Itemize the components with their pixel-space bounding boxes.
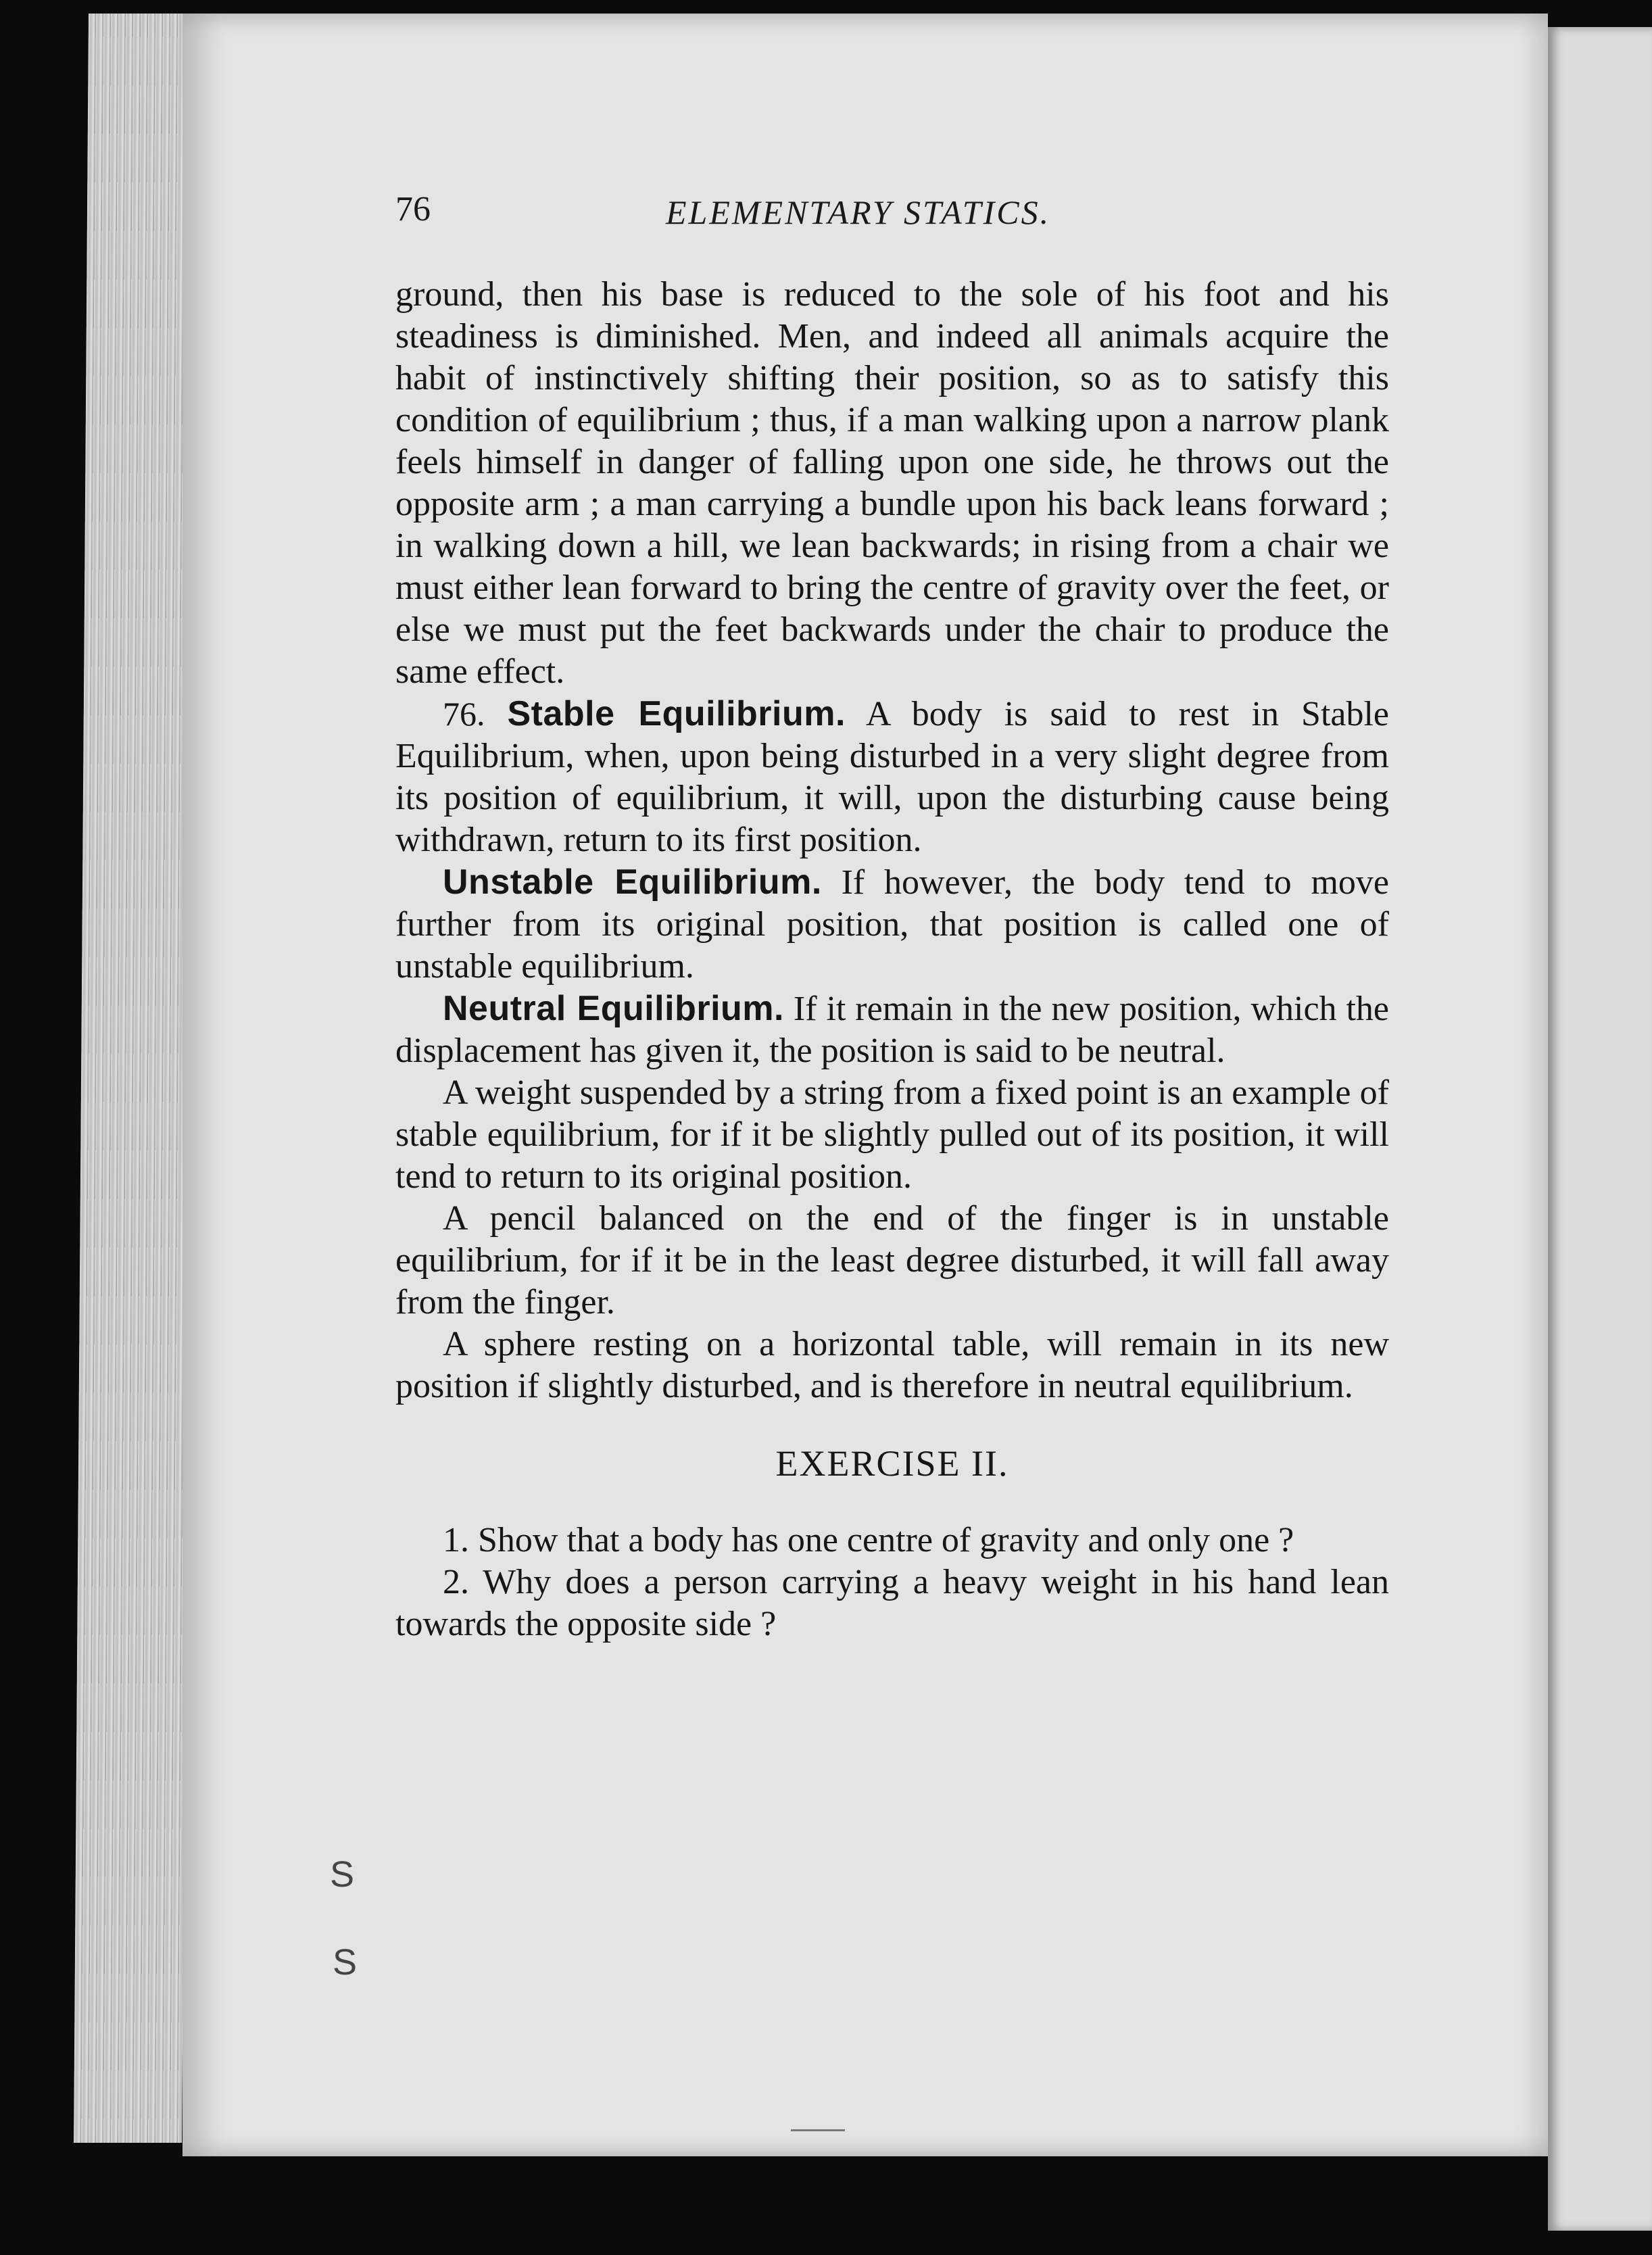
exercise-question — [395, 1520, 1389, 1561]
margin-mark: S — [333, 1942, 358, 1983]
page-number: 76 — [395, 190, 431, 228]
adjacent-page-edge — [1548, 27, 1652, 2231]
unstable-equilibrium-text: If however, the body tend to move further from its original position, that position is called one of unstable equilibrium. — [395, 863, 1390, 986]
pencil-example-paragraph: A pencil balanced on the end of the finger is in unstable equilibrium, for if it be in the least degree disturbed, it will fall away from the finger. — [395, 1199, 1389, 1322]
page-smudge — [791, 2129, 845, 2131]
stable-equilibrium-text: A body is said to rest in Stable Equilibrium, when, upon being disturbed in a very slight degree from its position of equilibrium, it will, upon the disturbing cause being withdrawn, return to its first position. — [395, 695, 1389, 859]
neutral-equilibrium-heading: Neutral Equilibrium. — [443, 989, 784, 1028]
question-text: Why does a person carrying a heavy weight in his hand lean towards the opposite side ? — [395, 1563, 1390, 1643]
weight-example-paragraph: A weight suspended by a string from a fixed point is an example of stable equilibrium, for if it be slightly pulled out of its position, it will tend to return to its original position. — [395, 1073, 1389, 1196]
exercise-title: EXERCISE II. — [775, 1443, 1009, 1484]
question-text: Show that a body has one centre of gravity and only one ? — [478, 1521, 1294, 1559]
page-text — [395, 274, 1389, 1645]
section-number: 76. — [443, 695, 485, 733]
sphere-example-paragraph: A sphere resting on a horizontal table, will remain in its new position if slightly disturbed, and is therefore in neutral equilibrium. — [395, 1325, 1389, 1405]
neutral-equilibrium-text: If it remain in the new position, which the displacement has given it, the position is said to be neutral. — [395, 990, 1390, 1070]
stable-equilibrium-paragraph — [395, 693, 1389, 861]
exercise-question — [395, 1561, 1389, 1645]
unstable-equilibrium-heading: Unstable Equilibrium. — [443, 863, 822, 902]
unstable-equilibrium-paragraph — [395, 861, 1389, 988]
question-number: 1. — [443, 1521, 469, 1559]
neutral-equilibrium-paragraph — [395, 988, 1389, 1072]
intro-paragraph: ground, then his base is reduced to the sole of his foot and his steadiness is diminished. Men, and indeed all animals acquire the habit of instinctively shifting their position, so as to satisfy this condition of equilibrium ; thus, if a man walking upon a narrow plank feels himself in danger of falling upon one side, he throws out the opposite arm ; a man carrying a bundle upon his back leans forward ; in walking down a hill, we lean backwards; in rising from a chair we must either lean forward to bring the centre of gravity over the feet, or else we must put the feet backwards under the chair to produce the same effect. — [395, 275, 1389, 691]
book-page-edges — [74, 14, 197, 2143]
question-number: 2. — [443, 1563, 469, 1601]
running-head: ELEMENTARY STATICS. — [666, 193, 1051, 231]
stable-equilibrium-heading: Stable Equilibrium. — [507, 694, 846, 733]
margin-mark: S — [330, 1854, 355, 1895]
